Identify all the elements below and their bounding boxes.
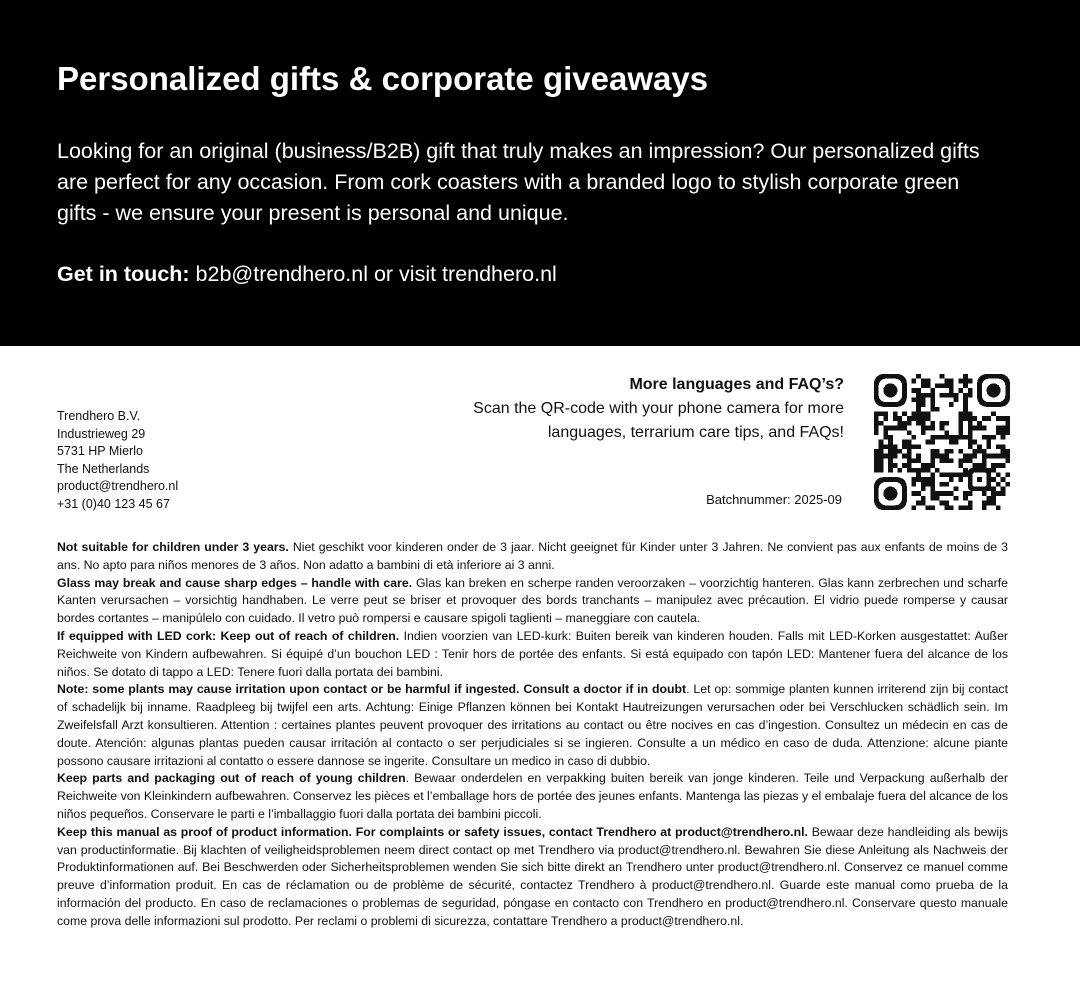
warning-bold: Glass may break and cause sharp edges – handle with care. [57,575,413,590]
company-phone: +31 (0)40 123 45 67 [57,496,170,511]
contact-label: Get in touch: [57,262,190,286]
warning-text: Bewaar deze handleiding als bewijs van productinformatie. Bij klachten of veiligheidsproblemen neem direct contact op met Trendhero via product@trendhero.nl. Bewahren Sie diese Anleitung als Nachweis der Produktinformationen auf. Bei Beschwerden oder Sicherheitsproblemen wenden Sie sich bitte direkt an Trendhero unter product@trendhero.nl. Conservez ce manuel comme preuve d’information produit. En cas de réclamation ou de problème de sécurité, contactez Trendhero à product@trendhero.nl. Guarde este manual como prueba de la información del producto. En caso de reclamaciones o problemas de seguridad, póngase en contacto con Trendhero en product@trendhero.nl. Conservare questo manuale come prova delle informazioni sul prodotto. Per reclami o problemi di sicurezza, contattare Trendhero a product@trendhero.nl. [57,824,1008,928]
warning-paragraph [57,539,1008,575]
warning-text: Glas kan breken en scherpe randen veroorzaken – voorzichtig hanteren. Glas kann zerbrechen und scharfe Kanten verursachen – vorsichtig handhaben. Le verre peut se briser et provoquer des bords tranchants – manipulez avec précaution. El vidrio puede romperse y causar bordes cortantes – manipúlelo con cuidado. Il vetro può rompersi e causare spigoli taglienti – maneggiare con cautela. [57,575,1008,626]
company-country: The Netherlands [57,461,150,476]
company-address [57,408,178,514]
page-title: Personalized gifts & corporate giveaways [57,60,709,97]
warning-paragraph [57,575,1008,628]
qr-code-icon [874,374,1010,510]
batch-number: Batchnummer: 2025-09 [706,492,842,507]
warning-paragraph [57,628,1008,681]
warning-bold: Note: some plants may cause irritation upon contact or be harmful if ingested. Consult a doctor if in doubt [57,682,687,697]
warning-bold: Keep this manual as proof of product information. For complaints or safety issues, contact Trendhero at product@trendhero.nl. [57,824,808,839]
warning-text: . Bewaar onderdelen en verpakking buiten bereik van jonge kinderen. Teile und Verpackung außerhalb der Reichweite von Kleinkindern aufbewahren. Conservez les pièces et l’emballage hors de portée des jeunes enfants. Mantenga las piezas y el embalaje fuera del alcance de los niños pequeños. Conservare le parti e l’imballaggio fuori dalla portata dei bambini piccoli. [57,771,1008,821]
warning-text: Indien voorzien van LED-kurk: Buiten bereik van kinderen houden. Falls mit LED-Korken ausgestattet: Außer Reichweite von Kindern aufbewahren. Si équipé d’un bouchon LED : Tenir hors de portée des enfants. Si está equipado con tapón LED: Mantener fuera del alcance de los niños. Se dotato di tappo a LED: Tenere fuori dalla portata dei bambini. [57,628,1008,679]
warning-paragraph [57,824,1008,931]
warning-paragraph [57,770,1008,823]
warning-bold: Keep parts and packaging out of reach of young children [57,771,406,786]
company-postal-city: 5731 HP Mierlo [57,444,143,459]
company-email: product@trendhero.nl [57,479,179,494]
faq-heading: More languages and FAQ’s? [629,376,844,393]
warning-paragraph [57,681,1008,770]
contact-line [57,259,557,290]
faq-line-2: languages, terrarium care tips, and FAQs! [547,424,844,441]
company-street: Industrieweg 29 [57,426,146,441]
hero-banner [0,0,1080,346]
company-name: Trendhero B.V. [57,409,141,423]
faq-block [473,373,844,445]
intro-paragraph: Looking for an original (business/B2B) gift that truly makes an impression? Our personalized gifts are perfect for any occasion. From cork coasters with a branded logo to stylish corporate green gifts - we ensure your present is personal and unique. [57,139,980,225]
contact-text: b2b@trendhero.nl or visit trendhero.nl [189,262,557,286]
faq-line-1: Scan the QR-code with your phone camera for more [473,400,844,417]
safety-warnings [57,539,1008,931]
warning-bold: Not suitable for children under 3 years. [57,540,289,554]
warning-bold: If equipped with LED cork: Keep out of reach of children. [57,628,400,643]
warning-text: Niet geschikt voor kinderen onder de 3 jaar. Nicht geeignet für Kinder unter 3 Jahren. Ne convient pas aux enfants de moins de 3 ans. No apto para niños menores de 3 años. Non adatto a bambini di età inferiore ai 3 anni. [57,540,1009,572]
warning-text: . Let op: sommige planten kunnen irriterend zijn bij contact of schadelijk bij inname. Raadpleeg bij twijfel een arts. Achtung: Einige Pflanzen können bei Kontakt Hautreizungen verursachen oder bei Verschlucken schädlich sein. Im Zweifelsfall Arzt konsultieren. Attention : certaines plantes peuvent provoquer des irritations au contact ou être nocives en cas d’ingestion. Consultez un médecin en cas de doute. Atención: algunas plantas pueden causar irritación al contacto o ser perjudiciales si se ingieren. Consulte a un médico en caso de duda. Attenzione: alcune piante possono causare irritazioni al contatto o essere dannose se ingerite. Consultare un medico in caso di dubbio. [57,682,1008,768]
